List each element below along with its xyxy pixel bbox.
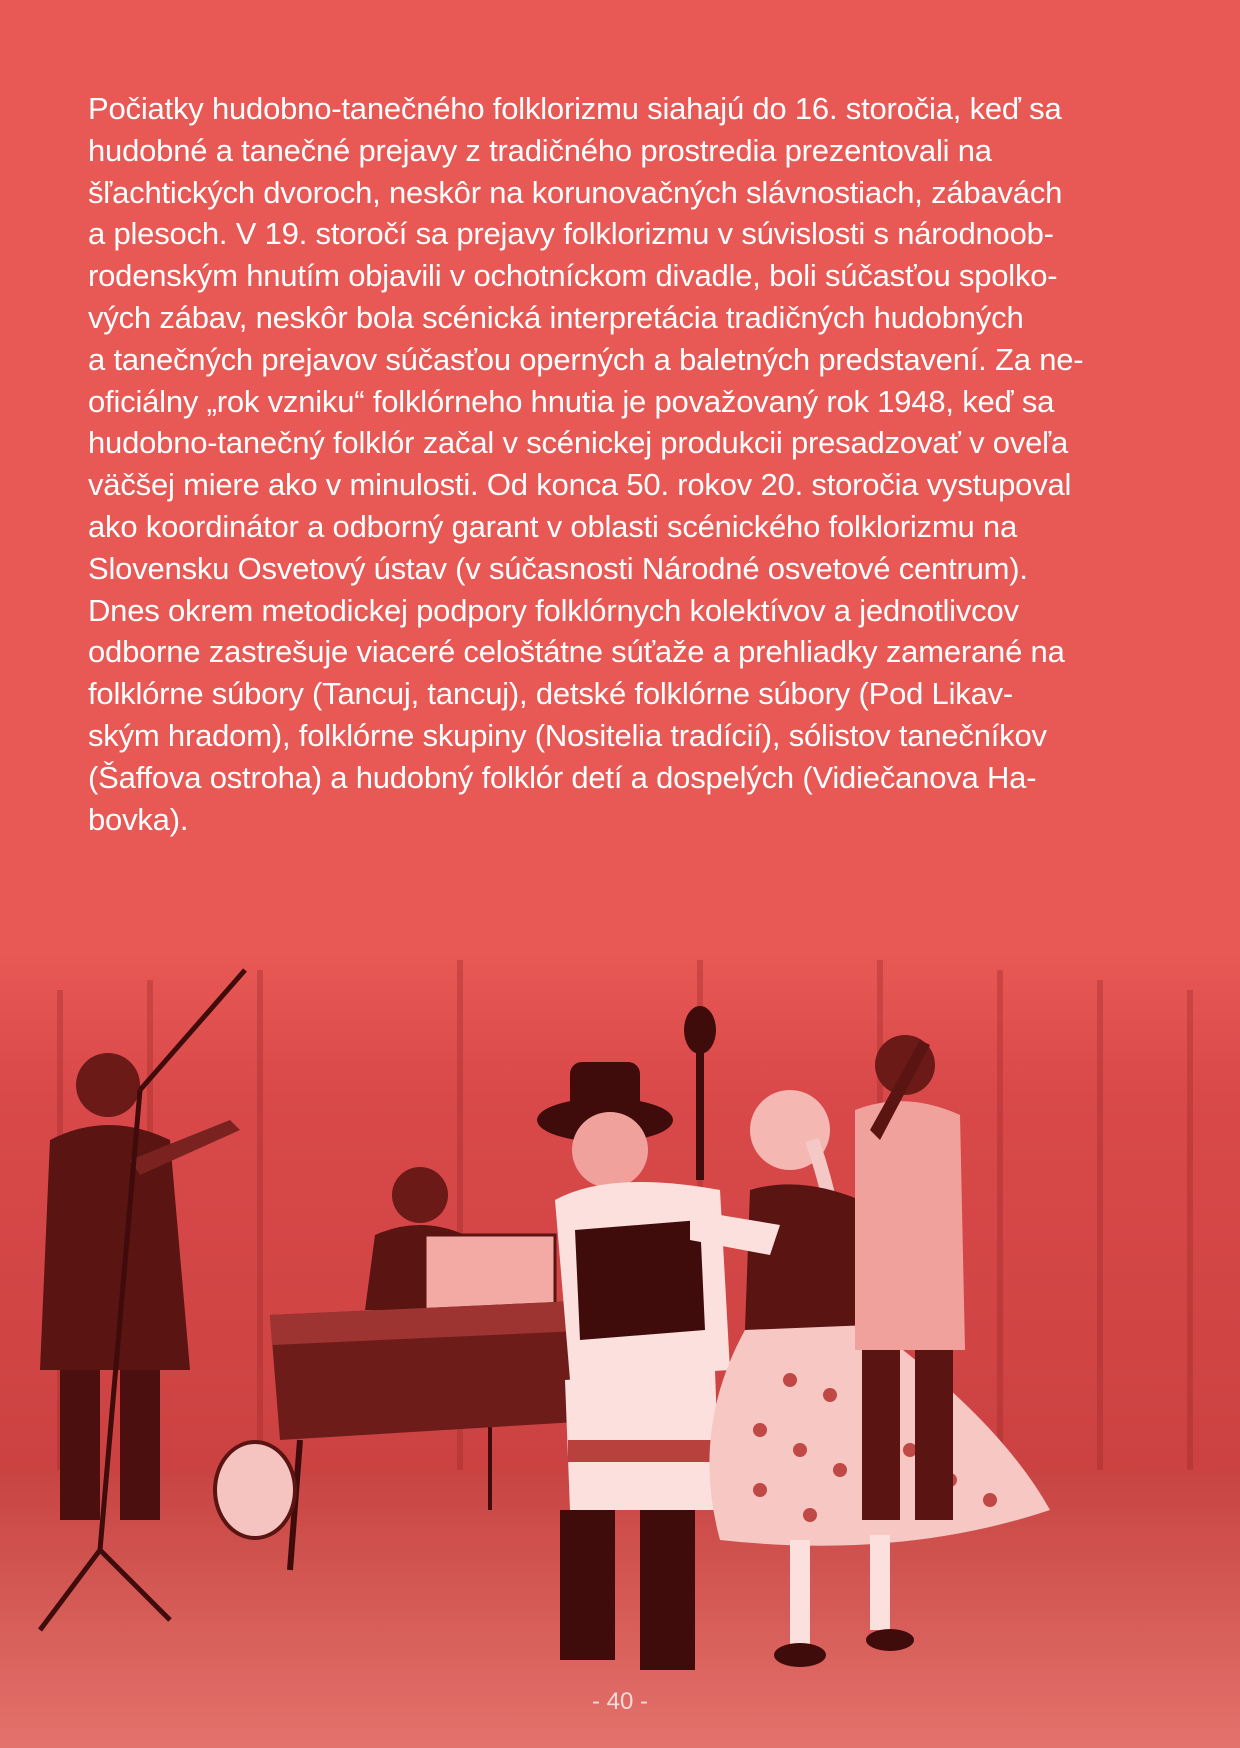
body-text-line: folklórne súbory (Tancuj, tancuj), detské folklórne súbory (Pod Likav- bbox=[88, 676, 1014, 712]
body-text-line: odborne zastrešuje viaceré celoštátne súťaže a prehliadky zamerané na bbox=[88, 634, 1065, 670]
body-text-line: bovka). bbox=[88, 801, 189, 837]
body-text-line: Slovensku Osvetový ústav (v súčasnosti Národné osvetové centrum). bbox=[88, 550, 1028, 586]
body-text-line: väčšej miere ako v minulosti. Od konca 50. rokov 20. storočia vystupoval bbox=[88, 467, 1072, 503]
body-text-line: šľachtických dvoroch, neskôr na korunovačných slávnostiach, zábavách bbox=[88, 174, 1063, 210]
drum bbox=[215, 1442, 295, 1538]
body-text-line: ako koordinátor a odborný garant v oblasti scénického folklorizmu na bbox=[88, 508, 1017, 544]
body-text-line: a plesoch. V 19. storočí sa prejavy folklorizmu v súvislosti s národnoob- bbox=[88, 216, 1054, 252]
stage-photo bbox=[0, 950, 1240, 1748]
body-text-line: Počiatky hudobno-tanečného folklorizmu siahajú do 16. storočia, keď sa bbox=[88, 91, 1062, 126]
body-text-line: rodenským hnutím objavili v ochotníckom divadle, boli súčasťou spolko- bbox=[88, 258, 1058, 294]
body-text-line: Dnes okrem metodickej podpory folklórnych kolektívov a jednotlivcov bbox=[88, 592, 1019, 628]
page-number: - 40 - bbox=[591, 1688, 648, 1715]
body-text-line: oficiálny „rok vzniku“ folklórneho hnutia je považovaný rok 1948, keď sa bbox=[88, 383, 1055, 419]
body-text-line: (Šaffova ostroha) a hudobný folklór detí a dospelých (Vidiečanova Ha- bbox=[88, 759, 1037, 795]
body-text-line: vých zábav, neskôr bola scénická interpretácia tradičných hudobných bbox=[88, 299, 1024, 335]
body-text-line: a tanečných prejavov súčasťou operných a baletných predstavení. Za ne- bbox=[88, 341, 1084, 377]
body-text bbox=[88, 88, 1158, 840]
body-text-line: ským hradom), folklórne skupiny (Nositelia tradícií), sólistov tanečníkov bbox=[88, 717, 1047, 753]
body-text-line: hudobné a tanečné prejavy z tradičného prostredia prezentovali na bbox=[88, 132, 992, 168]
stage-photo-illustration bbox=[0, 950, 1240, 1748]
body-text-line: hudobno-tanečný folklór začal v scénickej produkcii presadzovať v oveľa bbox=[88, 425, 1069, 461]
